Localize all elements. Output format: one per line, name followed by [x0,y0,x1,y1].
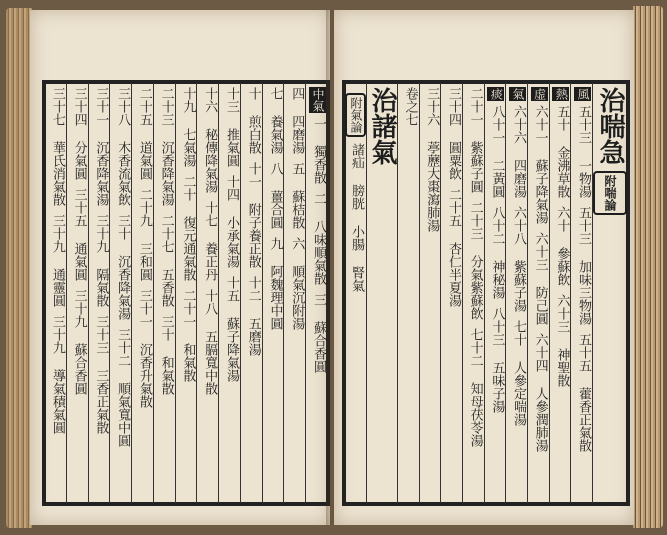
recipe-entry: 十八 五膈寬中散 [202,289,218,395]
recipe-entry: 十四 小承氣湯 [223,175,239,268]
recipe-entry: 三十二 順氣寬中圓 [115,328,131,447]
recipe-entry: 五十三 一物湯 [576,105,591,198]
recipe-entry: 二 八味順氣散 [311,192,326,285]
recipe-entry: 八 薑合圓 [267,162,283,229]
left-page-column [66,83,88,503]
recipe-entry: 三十四 分氣圓 [71,87,87,180]
recipe-entry: 二十七 五香散 [158,214,174,307]
right-page-column [462,83,484,503]
recipe-entry: 三十 沉香降氣湯 [115,214,131,320]
recipe-entry: 五 蘇桔散 [289,162,305,229]
chapter-title: 治喘急 [595,87,625,165]
recipe-entry: 四 四磨湯 [289,87,305,154]
recipe-entry: 八十一 二黃圓 [489,105,505,198]
recipe-entry: 二十五 杏仁半夏湯 [445,188,461,307]
recipe-entry: 六十三 防己圓 [532,232,548,325]
recipe-entry: 二十一 和氣散 [180,289,196,382]
recipe-entry: 六 順氣沉附湯 [289,237,305,330]
recipe-entry: 三十九 隔氣散 [93,214,109,307]
page-edges-left [6,8,32,528]
recipe-entry: 三十九 通靈圓 [49,214,65,307]
left-page-column [109,83,131,503]
recipe-entry: 七十二 知母茯苓湯 [467,328,483,447]
recipe-entry: 九 阿魏理中圓 [267,237,283,330]
recipe-entry: 三十一 沉香降氣湯 [93,87,109,206]
recipe-entry: 十 煎白散 [245,87,261,154]
recipe-entry: 七十 人參定喘湯 [510,320,526,426]
recipe-entry: 二十 復元通氣散 [180,175,196,281]
recipe-entry: 六十八 紫蘇子湯 [510,206,526,312]
right-page-column [366,83,397,503]
section-label: 中氣 [311,88,325,112]
right-page-column [345,83,366,503]
right-page-column [570,83,592,503]
recipe-entry: 二十三 沉香降氣湯 [158,87,174,206]
recipe-entry: 三十三 三香正氣散 [93,315,109,434]
page-edges-right [633,6,663,528]
recipe-entry: 三十九 導氣積氣圓 [49,315,65,434]
recipe-entry: 三 蘇合香圓 [311,293,326,373]
recipe-entry: 六十一 蘇子降氣湯 [532,105,548,224]
recipe-entry: 五十 金沸草散 [554,105,570,198]
recipe-entry: 十六 秘傳降氣湯 [202,87,218,193]
right-page-column [505,83,527,503]
recipe-entry: 十七 養正丹 [202,201,218,281]
right-page-column [440,83,462,503]
recipe-entry: 三十四 圓粟飲 [445,87,461,180]
right-page-column [419,83,441,503]
recipe-entry: 三十八 木香流氣飲 [115,87,131,206]
recipe-entry: 五十五 藿香正氣散 [576,333,591,452]
recipe-entry: 十三 推氣圓 [223,87,239,167]
left-page-column [45,83,66,503]
note-tag: 附喘論 [593,171,627,215]
recipe-entry: 六十 參蘇飲 [554,206,570,286]
right-page-table [342,80,630,506]
left-page [30,10,330,525]
recipe-entry: 治諸氣 [366,87,397,165]
recipe-entry: 二十三 分氣紫蘇飲 [467,201,483,320]
right-page-title-column [592,83,627,503]
right-page-column [397,83,419,503]
left-page-column [131,83,153,503]
recipe-entry: 十五 蘇子降氣湯 [223,276,239,382]
section-label: 熱 [554,88,569,100]
left-page-column [88,83,110,503]
recipe-entry: 三十 和氣散 [158,315,174,395]
section-label: 氣 [510,88,525,100]
left-page-column [153,83,175,503]
recipe-entry: 二十一 紫蘇子圓 [467,87,483,193]
section-label: 風 [576,88,590,100]
recipe-entry: 二十九 三和圓 [136,188,152,281]
left-page-column [240,83,262,503]
section-label: 虚 [532,88,547,100]
recipe-entry: 三十九 蘇合香圓 [71,289,87,395]
note-tag: 附氣論 [345,93,366,137]
right-page [334,10,634,525]
left-page-column [218,83,240,503]
recipe-entry: 三十七 華氏消氣散 [49,87,65,206]
right-page-column [549,83,571,503]
left-page-column [305,83,327,503]
recipe-entry: 卷之七 [402,87,418,126]
recipe-entry: 三十六 葶藶大棗瀉肺湯 [424,87,440,232]
left-page-column [175,83,197,503]
recipe-entry: 十二 五磨湯 [245,276,261,356]
recipe-entry: 二十五 道氣圓 [136,87,152,180]
section-label: 痰 [489,88,504,100]
left-page-column [262,83,284,503]
left-page-table [42,80,330,506]
left-page-column [196,83,218,503]
right-page-column [527,83,549,503]
left-page-column [283,83,305,503]
recipe-entry: 三十一 沉香升氣散 [136,289,152,408]
recipe-entry: 三十五 通氣圓 [71,188,87,281]
recipe-entry: 七 養氣湯 [267,87,283,154]
recipe-entry: 六十六 四磨湯 [510,105,526,198]
recipe-entry: 六十四 人參潤肺湯 [532,333,548,452]
recipe-entry: 一 獨香散 [311,117,326,184]
recipe-entry: 諸疝 膀胱 小腸 腎氣 [348,143,364,292]
right-page-column [484,83,506,503]
recipe-entry: 十九 七氣湯 [180,87,196,167]
recipe-entry: 十一 附子養正散 [245,162,261,268]
recipe-entry: 八十二 神秘湯 [489,206,505,299]
recipe-entry: 五十三 加味三物湯 [576,206,591,325]
recipe-entry: 八十三 五味子湯 [489,307,505,413]
recipe-entry: 六十三 神聖散 [554,294,570,387]
